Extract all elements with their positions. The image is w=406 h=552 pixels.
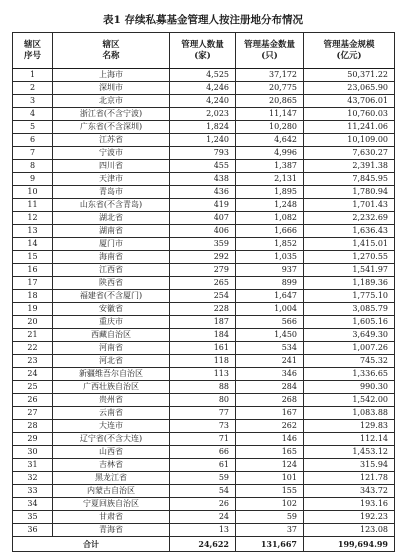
table-row [13,485,395,498]
row-code: 36 [13,524,53,537]
table-title: 表1 存续私募基金管理人按注册地分布情况 [103,14,303,26]
table-row [13,173,395,186]
table-row [13,82,395,95]
row-code: 20 [13,316,53,329]
table-row [13,498,395,511]
row-scale: 1,270.55 [304,251,395,264]
row-name: 青岛市 [53,186,170,199]
row-managers: 793 [170,147,236,160]
row-code: 4 [13,108,53,121]
row-managers: 4,525 [170,69,236,82]
row-managers: 187 [170,316,236,329]
row-funds: 346 [236,368,304,381]
row-name: 广西壮族自治区 [53,381,170,394]
row-name: 江西省 [53,264,170,277]
row-funds: 37 [236,524,304,537]
row-funds: 155 [236,485,304,498]
row-managers: 77 [170,407,236,420]
row-code: 24 [13,368,53,381]
row-scale: 7,845.95 [304,173,395,186]
row-funds: 124 [236,459,304,472]
row-scale: 1,605.16 [304,316,395,329]
row-name: 辽宁省(不含大连) [53,433,170,446]
table-row [13,355,395,368]
row-funds: 1,852 [236,238,304,251]
table-row [13,446,395,459]
row-scale: 2,391.38 [304,160,395,173]
row-scale: 11,241.06 [304,121,395,134]
header-code-line1: 辖区 [23,39,41,50]
row-funds: 284 [236,381,304,394]
row-managers: 13 [170,524,236,537]
row-name: 甘肃省 [53,511,170,524]
table-row [13,290,395,303]
row-scale: 1,780.94 [304,186,395,199]
row-name: 广东省(不含深圳) [53,121,170,134]
header-row [13,33,395,69]
row-code: 18 [13,290,53,303]
row-name: 新疆维吾尔自治区 [53,368,170,381]
table-row [13,420,395,433]
row-funds: 1,248 [236,199,304,212]
table-row [13,433,395,446]
row-managers: 59 [170,472,236,485]
table-row [13,238,395,251]
row-funds: 10,280 [236,121,304,134]
header-managers-line1: 管理人数量 [181,39,224,50]
table-row [13,459,395,472]
row-code: 26 [13,394,53,407]
header-funds-line2: (只) [261,50,278,61]
header-scale-line1: 管理基金规模 [323,39,375,50]
row-scale: 193.16 [304,498,395,511]
row-funds: 241 [236,355,304,368]
row-funds: 4,642 [236,134,304,147]
header-managers [170,33,236,69]
header-code [13,33,53,69]
table-row [13,368,395,381]
row-scale: 990.30 [304,381,395,394]
row-managers: 419 [170,199,236,212]
row-code: 30 [13,446,53,459]
table-row [13,225,395,238]
row-scale: 1,415.01 [304,238,395,251]
row-managers: 161 [170,342,236,355]
table-footer [13,537,395,552]
row-code: 11 [13,199,53,212]
row-managers: 265 [170,277,236,290]
row-managers: 88 [170,381,236,394]
row-managers: 455 [170,160,236,173]
header-name [53,33,170,69]
row-code: 32 [13,472,53,485]
row-funds: 1,450 [236,329,304,342]
row-name: 湖北省 [53,212,170,225]
row-scale: 3,085.79 [304,303,395,316]
row-funds: 262 [236,420,304,433]
row-name: 青海省 [53,524,170,537]
row-code: 16 [13,264,53,277]
row-code: 6 [13,134,53,147]
header-scale [304,33,395,69]
row-scale: 112.14 [304,433,395,446]
table-row [13,251,395,264]
row-name: 河南省 [53,342,170,355]
row-funds: 20,775 [236,82,304,95]
row-funds: 1,082 [236,212,304,225]
row-code: 22 [13,342,53,355]
row-name: 四川省 [53,160,170,173]
table-row [13,121,395,134]
row-scale: 1,701.43 [304,199,395,212]
row-scale: 343.72 [304,485,395,498]
table-row [13,472,395,485]
total-label: 合计 [13,537,170,552]
row-code: 28 [13,420,53,433]
row-managers: 54 [170,485,236,498]
row-scale: 129.83 [304,420,395,433]
row-funds: 146 [236,433,304,446]
row-managers: 66 [170,446,236,459]
table-row [13,381,395,394]
row-funds: 165 [236,446,304,459]
row-managers: 4,240 [170,95,236,108]
row-name: 厦门市 [53,238,170,251]
row-code: 29 [13,433,53,446]
row-managers: 26 [170,498,236,511]
table-row [13,524,395,537]
row-scale: 1,083.88 [304,407,395,420]
total-row [13,537,395,552]
row-code: 27 [13,407,53,420]
row-name: 吉林省 [53,459,170,472]
row-scale: 123.08 [304,524,395,537]
table-row [13,186,395,199]
row-scale: 1,542.00 [304,394,395,407]
row-managers: 436 [170,186,236,199]
row-funds: 1,647 [236,290,304,303]
row-managers: 228 [170,303,236,316]
row-name: 湖南省 [53,225,170,238]
header-name-line2: 名称 [102,50,120,61]
row-scale: 1,453.12 [304,446,395,459]
row-managers: 24 [170,511,236,524]
row-managers: 184 [170,329,236,342]
table-row [13,147,395,160]
row-scale: 192.23 [304,511,395,524]
row-name: 陕西省 [53,277,170,290]
row-scale: 1,189.36 [304,277,395,290]
row-code: 2 [13,82,53,95]
table-row [13,95,395,108]
header-scale-line2: (亿元) [336,50,362,61]
row-name: 贵州省 [53,394,170,407]
row-managers: 406 [170,225,236,238]
row-code: 25 [13,381,53,394]
row-name: 海南省 [53,251,170,264]
table-body [13,69,395,537]
row-funds: 4,996 [236,147,304,160]
row-managers: 438 [170,173,236,186]
row-name: 宁夏回族自治区 [53,498,170,511]
row-name: 黑龙江省 [53,472,170,485]
row-scale: 1,007.26 [304,342,395,355]
row-name: 深圳市 [53,82,170,95]
table-row [13,160,395,173]
row-name: 山西省 [53,446,170,459]
row-name: 内蒙古自治区 [53,485,170,498]
table-row [13,108,395,121]
row-code: 8 [13,160,53,173]
row-managers: 118 [170,355,236,368]
total-managers: 24,622 [170,537,236,552]
row-scale: 7,630.27 [304,147,395,160]
row-funds: 1,387 [236,160,304,173]
header-funds [236,33,304,69]
row-name: 天津市 [53,173,170,186]
table-header [13,33,395,69]
row-name: 江苏省 [53,134,170,147]
row-managers: 80 [170,394,236,407]
row-funds: 167 [236,407,304,420]
row-name: 河北省 [53,355,170,368]
row-name: 宁波市 [53,147,170,160]
row-code: 21 [13,329,53,342]
row-funds: 59 [236,511,304,524]
row-managers: 1,824 [170,121,236,134]
table-row [13,316,395,329]
row-name: 云南省 [53,407,170,420]
row-funds: 1,895 [236,186,304,199]
row-managers: 2,023 [170,108,236,121]
row-scale: 50,371.22 [304,69,395,82]
row-managers: 4,246 [170,82,236,95]
table-row [13,199,395,212]
table-row [13,511,395,524]
row-managers: 61 [170,459,236,472]
row-funds: 566 [236,316,304,329]
table-row [13,134,395,147]
row-scale: 1,636.43 [304,225,395,238]
row-name: 浙江省(不含宁波) [53,108,170,121]
row-name: 重庆市 [53,316,170,329]
row-funds: 1,035 [236,251,304,264]
row-code: 15 [13,251,53,264]
header-funds-line1: 管理基金数量 [243,39,295,50]
row-code: 17 [13,277,53,290]
row-name: 安徽省 [53,303,170,316]
row-code: 23 [13,355,53,368]
row-scale: 315.94 [304,459,395,472]
row-scale: 43,706.01 [304,95,395,108]
row-funds: 1,666 [236,225,304,238]
row-managers: 292 [170,251,236,264]
row-managers: 73 [170,420,236,433]
row-managers: 113 [170,368,236,381]
table-row [13,394,395,407]
row-funds: 37,172 [236,69,304,82]
row-code: 14 [13,238,53,251]
row-scale: 1,336.65 [304,368,395,381]
table-row [13,264,395,277]
row-funds: 102 [236,498,304,511]
row-code: 13 [13,225,53,238]
row-scale: 121.78 [304,472,395,485]
table-row [13,277,395,290]
row-funds: 20,865 [236,95,304,108]
row-code: 1 [13,69,53,82]
row-funds: 899 [236,277,304,290]
row-funds: 1,004 [236,303,304,316]
row-scale: 1,775.10 [304,290,395,303]
row-funds: 937 [236,264,304,277]
table-row [13,69,395,82]
row-name: 北京市 [53,95,170,108]
table-row [13,407,395,420]
header-managers-line2: (家) [194,50,211,61]
row-name: 山东省(不含青岛) [53,199,170,212]
row-code: 33 [13,485,53,498]
row-managers: 1,240 [170,134,236,147]
row-funds: 2,131 [236,173,304,186]
row-scale: 10,760.03 [304,108,395,121]
row-managers: 71 [170,433,236,446]
table-row [13,212,395,225]
row-name: 大连市 [53,420,170,433]
row-scale: 3,649.30 [304,329,395,342]
row-managers: 407 [170,212,236,225]
row-code: 5 [13,121,53,134]
row-name: 西藏自治区 [53,329,170,342]
row-managers: 279 [170,264,236,277]
row-managers: 359 [170,238,236,251]
row-code: 3 [13,95,53,108]
header-code-line2: 序号 [23,50,41,61]
row-funds: 268 [236,394,304,407]
total-scale: 199,694.99 [304,537,395,552]
row-name: 福建省(不含厦门) [53,290,170,303]
row-name: 上海市 [53,69,170,82]
row-code: 12 [13,212,53,225]
row-code: 35 [13,511,53,524]
row-code: 31 [13,459,53,472]
header-name-line1: 辖区 [102,39,120,50]
table-row [13,342,395,355]
row-code: 10 [13,186,53,199]
row-scale: 745.32 [304,355,395,368]
total-funds: 131,667 [236,537,304,552]
row-code: 19 [13,303,53,316]
row-managers: 254 [170,290,236,303]
table-row [13,329,395,342]
row-scale: 23,065.90 [304,82,395,95]
row-code: 9 [13,173,53,186]
registration-distribution-table [12,32,395,552]
row-scale: 10,109.00 [304,134,395,147]
row-funds: 534 [236,342,304,355]
row-funds: 11,147 [236,108,304,121]
table-row [13,303,395,316]
row-code: 7 [13,147,53,160]
row-funds: 101 [236,472,304,485]
row-code: 34 [13,498,53,511]
row-scale: 1,541.97 [304,264,395,277]
row-scale: 2,232.69 [304,212,395,225]
